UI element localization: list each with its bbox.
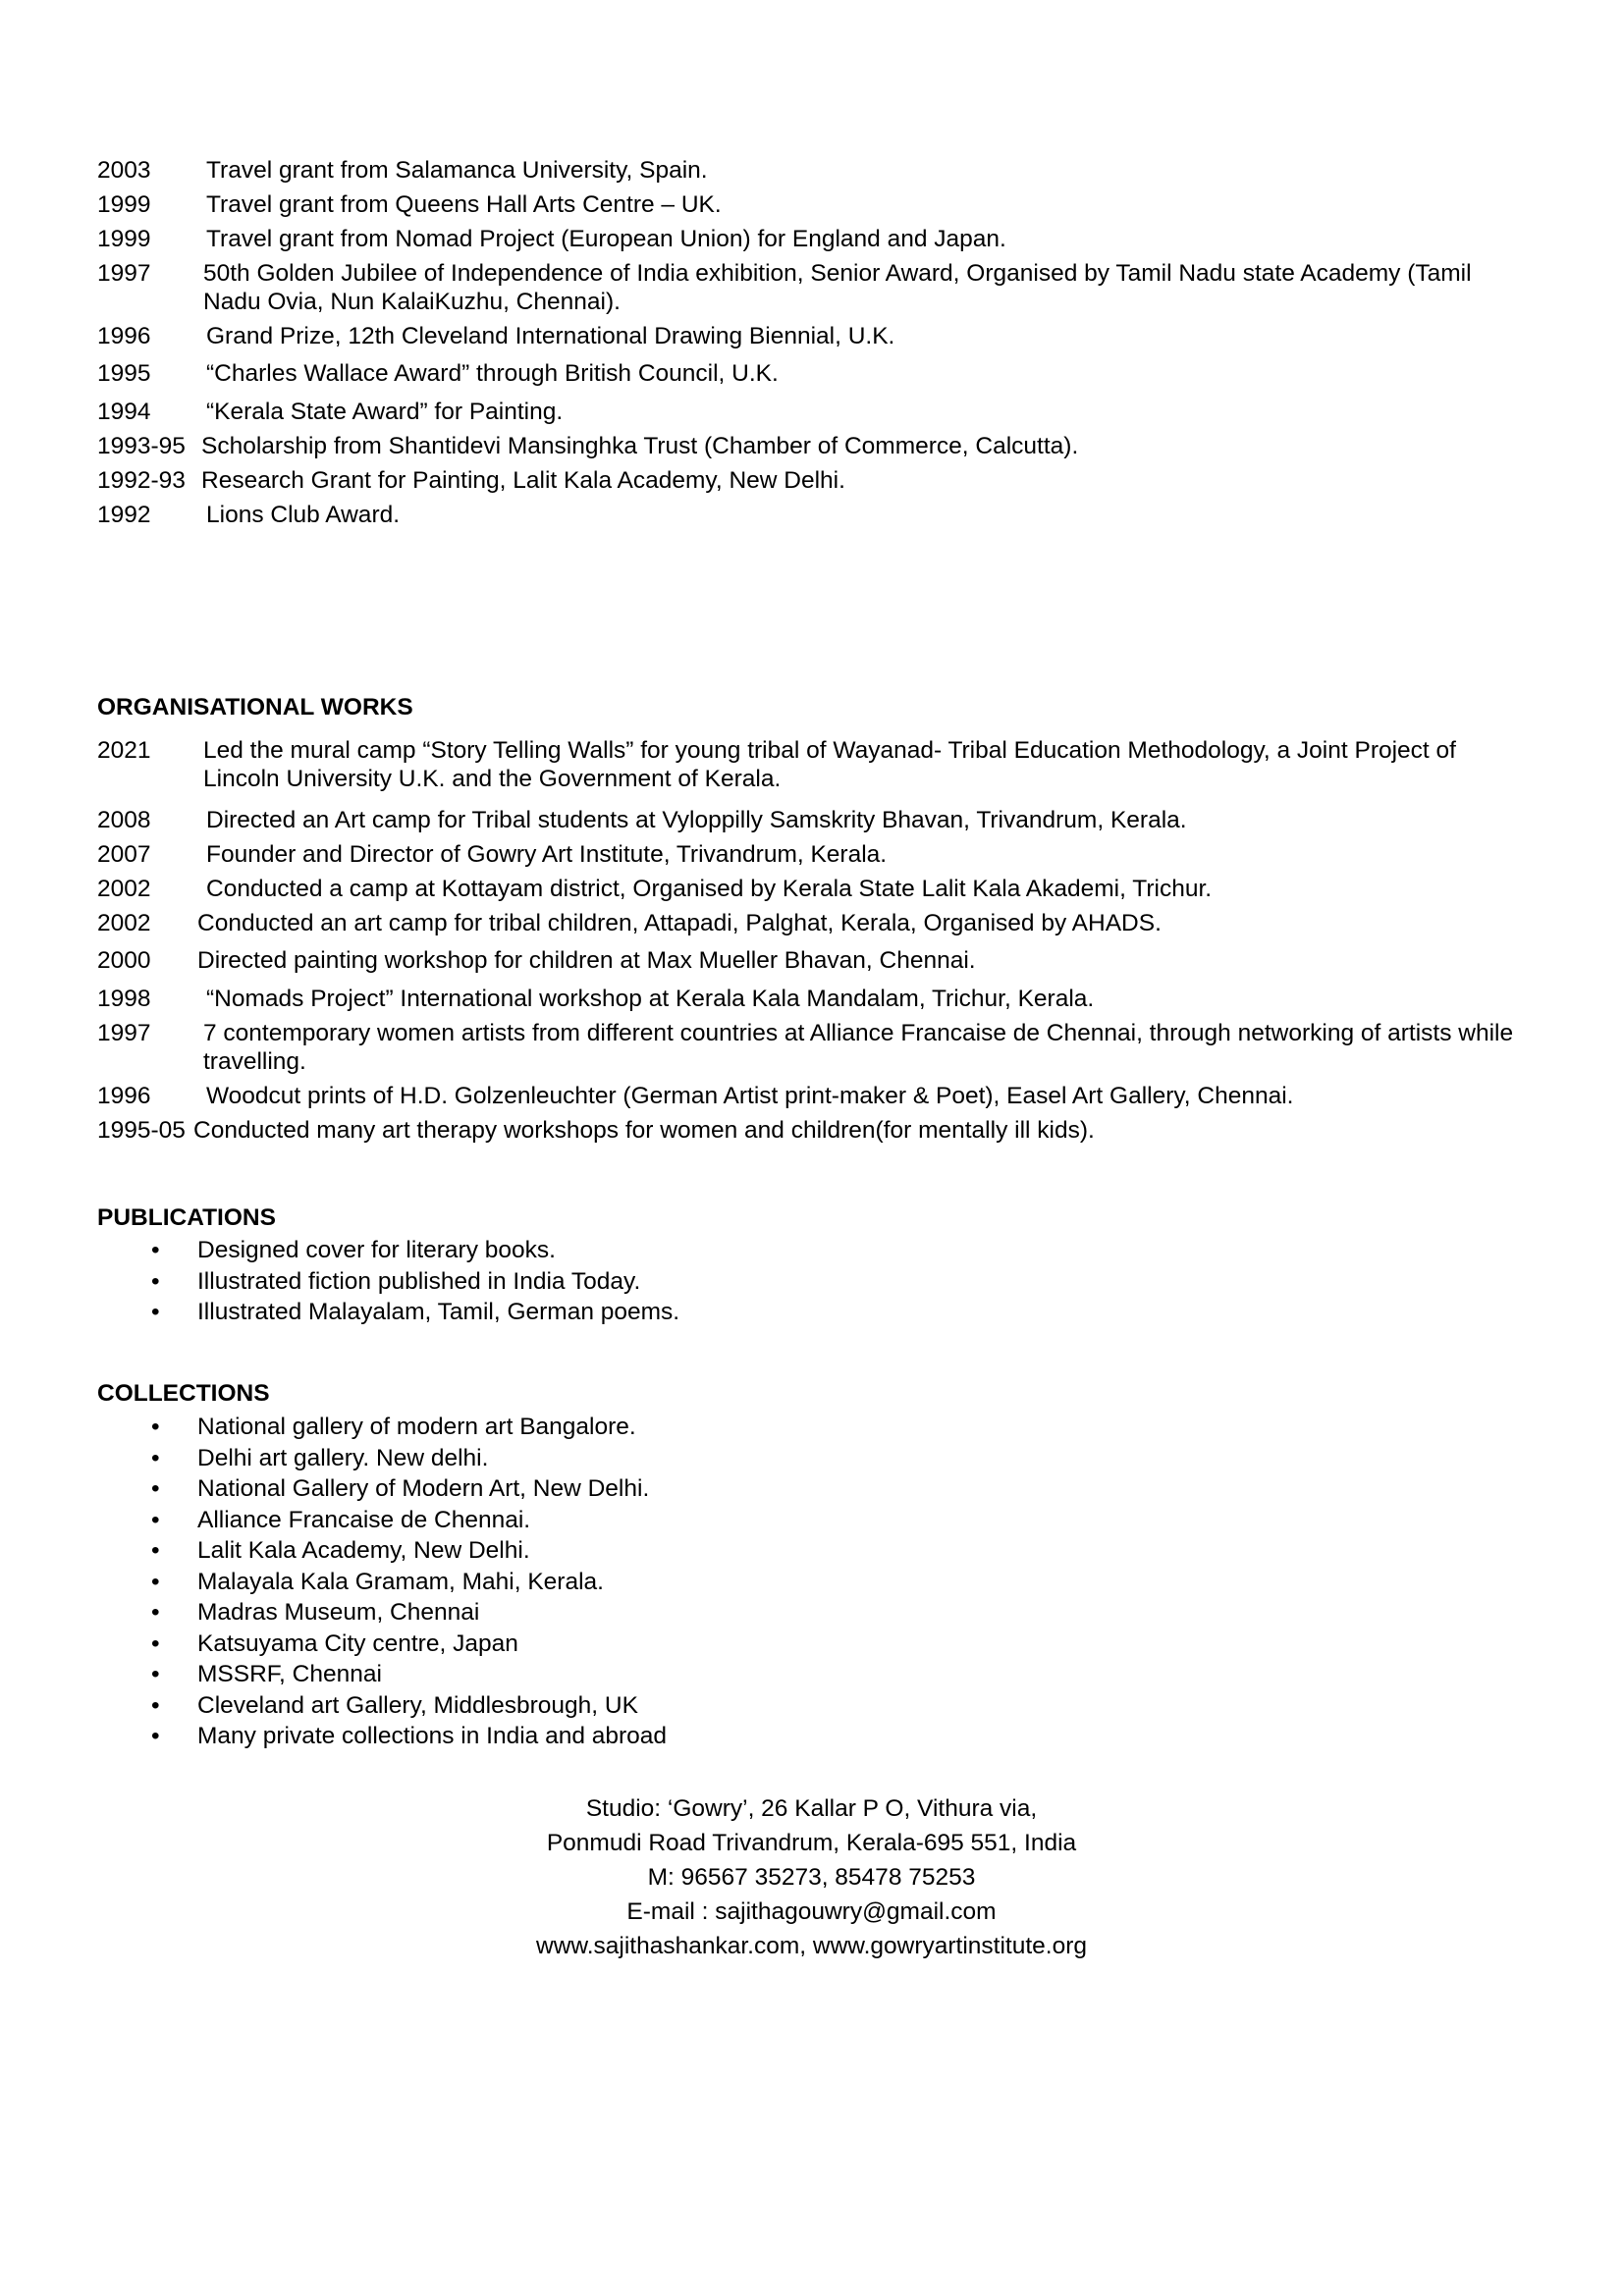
award-text: “Kerala State Award” for Painting. [206, 399, 564, 425]
award-year: 2003 [97, 157, 151, 184]
bullet-icon: • [151, 1629, 160, 1657]
award-text: Travel grant from Salamanca University, Spain. [206, 157, 708, 184]
award-row [97, 259, 1531, 316]
award-text: Scholarship from Shantidevi Mansinghka Trust (Chamber of Commerce, Calcutta). [201, 433, 1079, 459]
bullet-icon: • [151, 1691, 160, 1719]
collections-heading: COLLECTIONS [97, 1380, 270, 1407]
bullet-icon: • [151, 1414, 160, 1440]
award-text: Lions Club Award. [206, 502, 401, 528]
work-text: Conducted many art therapy workshops for women and children(for mentally ill kids). [193, 1117, 1095, 1144]
work-year: 2002 [97, 876, 151, 902]
work-year: 1996 [97, 1083, 151, 1109]
organisational-list [97, 736, 1531, 1145]
publications-heading: PUBLICATIONS [97, 1204, 276, 1231]
publication-text: Designed cover for literary books. [197, 1237, 556, 1263]
award-row [97, 466, 1531, 495]
collection-text: Lalit Kala Academy, New Delhi. [197, 1537, 530, 1564]
work-year: 1995-05 [97, 1117, 186, 1144]
list-item [97, 1597, 1531, 1629]
award-row [97, 501, 1531, 529]
work-text: Led the mural camp “Story Telling Walls” for young tribal of Wayanad- Tribal Education Methodology, a Joint Project of Lincoln University U.K. and the Government of Kerala. [203, 737, 1456, 792]
award-row [97, 156, 1531, 185]
award-year: 1995 [97, 360, 151, 387]
award-row [97, 225, 1531, 253]
work-row [97, 909, 1531, 937]
work-text: Conducted a camp at Kottayam district, Organised by Kerala State Lalit Kala Akademi, Trichur. [206, 876, 1213, 902]
contact-block [0, 1791, 1623, 1963]
award-year: 1999 [97, 191, 151, 218]
bullet-icon: • [151, 1599, 160, 1626]
work-year: 1997 [97, 1020, 151, 1046]
website-links: www.sajithashankar.com, www.gowryartinstitute.org [536, 1933, 1087, 1959]
list-item [97, 1535, 1531, 1567]
award-year: 1996 [97, 323, 151, 349]
bullet-icon: • [151, 1475, 160, 1502]
award-year: 1992 [97, 502, 151, 528]
work-row [97, 946, 1531, 975]
work-row [97, 1082, 1531, 1110]
collection-text: Alliance Francaise de Chennai. [197, 1506, 531, 1533]
collection-text: Cleveland art Gallery, Middlesbrough, UK [197, 1691, 638, 1719]
work-text: Woodcut prints of H.D. Golzenleuchter (German Artist print-maker & Poet), Easel Art Gallery, Chennai. [206, 1083, 1294, 1109]
list-item [97, 1629, 1531, 1660]
work-row [97, 985, 1531, 1013]
collection-text: National gallery of modern art Bangalore. [197, 1414, 636, 1440]
collection-text: Malayala Kala Gramam, Mahi, Kerala. [197, 1568, 604, 1595]
list-item [97, 1721, 1531, 1752]
bullet-icon: • [151, 1299, 160, 1325]
work-year: 2002 [97, 910, 151, 936]
collection-text: National Gallery of Modern Art, New Delhi. [197, 1475, 650, 1502]
work-row [97, 1019, 1531, 1076]
list-item [97, 1659, 1531, 1690]
list-item [97, 1690, 1531, 1722]
list-item [97, 1505, 1531, 1536]
studio-address-line: Studio: ‘Gowry’, 26 Kallar P O, Vithura via, [585, 1795, 1038, 1822]
list-item [97, 1235, 1531, 1266]
award-text: Grand Prize, 12th Cleveland International Drawing Biennial, U.K. [206, 323, 895, 349]
collection-text: MSSRF, Chennai [197, 1661, 382, 1687]
publication-text: Illustrated Malayalam, Tamil, German poems. [197, 1299, 680, 1325]
publications-list [97, 1235, 1531, 1328]
award-row [97, 398, 1531, 426]
list-item [97, 1297, 1531, 1328]
bullet-icon: • [151, 1537, 160, 1564]
work-year: 2000 [97, 947, 151, 974]
list-item [97, 1412, 1531, 1443]
awards-list [97, 156, 1531, 529]
work-row [97, 736, 1531, 793]
email-address: E-mail : sajithagouwry@gmail.com [626, 1898, 997, 1925]
work-text: Founder and Director of Gowry Art Institute, Trivandrum, Kerala. [206, 841, 888, 868]
work-text: Directed painting workshop for children at Max Mueller Bhavan, Chennai. [197, 947, 976, 974]
bullet-icon: • [151, 1723, 160, 1749]
award-row [97, 359, 1531, 388]
award-row [97, 322, 1531, 350]
phone-numbers: M: 96567 35273, 85478 75253 [647, 1864, 976, 1891]
publication-text: Illustrated fiction published in India Today. [197, 1267, 641, 1295]
bullet-icon: • [151, 1568, 160, 1595]
list-item [97, 1443, 1531, 1474]
work-row [97, 1116, 1531, 1145]
collection-text: Delhi art gallery. New delhi. [197, 1444, 489, 1471]
bullet-icon: • [151, 1661, 160, 1687]
collections-list [97, 1412, 1531, 1752]
award-row [97, 190, 1531, 219]
bullet-icon: • [151, 1267, 160, 1295]
work-row [97, 875, 1531, 903]
bullet-icon: • [151, 1237, 160, 1263]
award-text: Travel grant from Nomad Project (European Union) for England and Japan. [206, 226, 1006, 252]
award-year: 1999 [97, 226, 151, 252]
list-item [97, 1266, 1531, 1298]
work-row [97, 806, 1531, 834]
collection-text: Madras Museum, Chennai [197, 1599, 480, 1626]
award-year: 1992-93 [97, 467, 186, 494]
bullet-icon: • [151, 1444, 160, 1471]
list-item [97, 1567, 1531, 1598]
award-year: 1997 [97, 260, 151, 287]
award-text: “Charles Wallace Award” through British Council, U.K. [206, 360, 779, 387]
award-row [97, 432, 1531, 460]
award-text: 50th Golden Jubilee of Independence of India exhibition, Senior Award, Organised by Tamil Nadu state Academy (Tamil Nadu Ovia, Nun KalaiKuzhu, Chennai). [203, 260, 1472, 315]
bullet-icon: • [151, 1506, 160, 1533]
work-text: Conducted an art camp for tribal children, Attapadi, Palghat, Kerala, Organised by AHADS. [197, 910, 1162, 936]
award-year: 1994 [97, 399, 151, 425]
list-item [97, 1473, 1531, 1505]
work-year: 2008 [97, 807, 151, 833]
award-text: Travel grant from Queens Hall Arts Centre – UK. [206, 191, 722, 218]
award-text: Research Grant for Painting, Lalit Kala Academy, New Delhi. [201, 467, 845, 494]
work-year: 1998 [97, 986, 151, 1012]
work-year: 2021 [97, 737, 151, 764]
collection-text: Katsuyama City centre, Japan [197, 1629, 518, 1657]
work-text: 7 contemporary women artists from different countries at Alliance Francaise de Chennai, through networking of artists while travelling. [203, 1020, 1514, 1075]
collection-text: Many private collections in India and abroad [197, 1723, 668, 1749]
work-row [97, 840, 1531, 869]
work-year: 2007 [97, 841, 151, 868]
work-text: Directed an Art camp for Tribal students at Vyloppilly Samskrity Bhavan, Trivandrum, Kerala. [206, 807, 1187, 833]
work-text: “Nomads Project” International workshop at Kerala Kala Mandalam, Trichur, Kerala. [206, 986, 1095, 1012]
award-year: 1993-95 [97, 433, 186, 459]
studio-address-line: Ponmudi Road Trivandrum, Kerala-695 551, India [546, 1830, 1077, 1856]
organisational-heading: ORGANISATIONAL WORKS [97, 694, 413, 721]
